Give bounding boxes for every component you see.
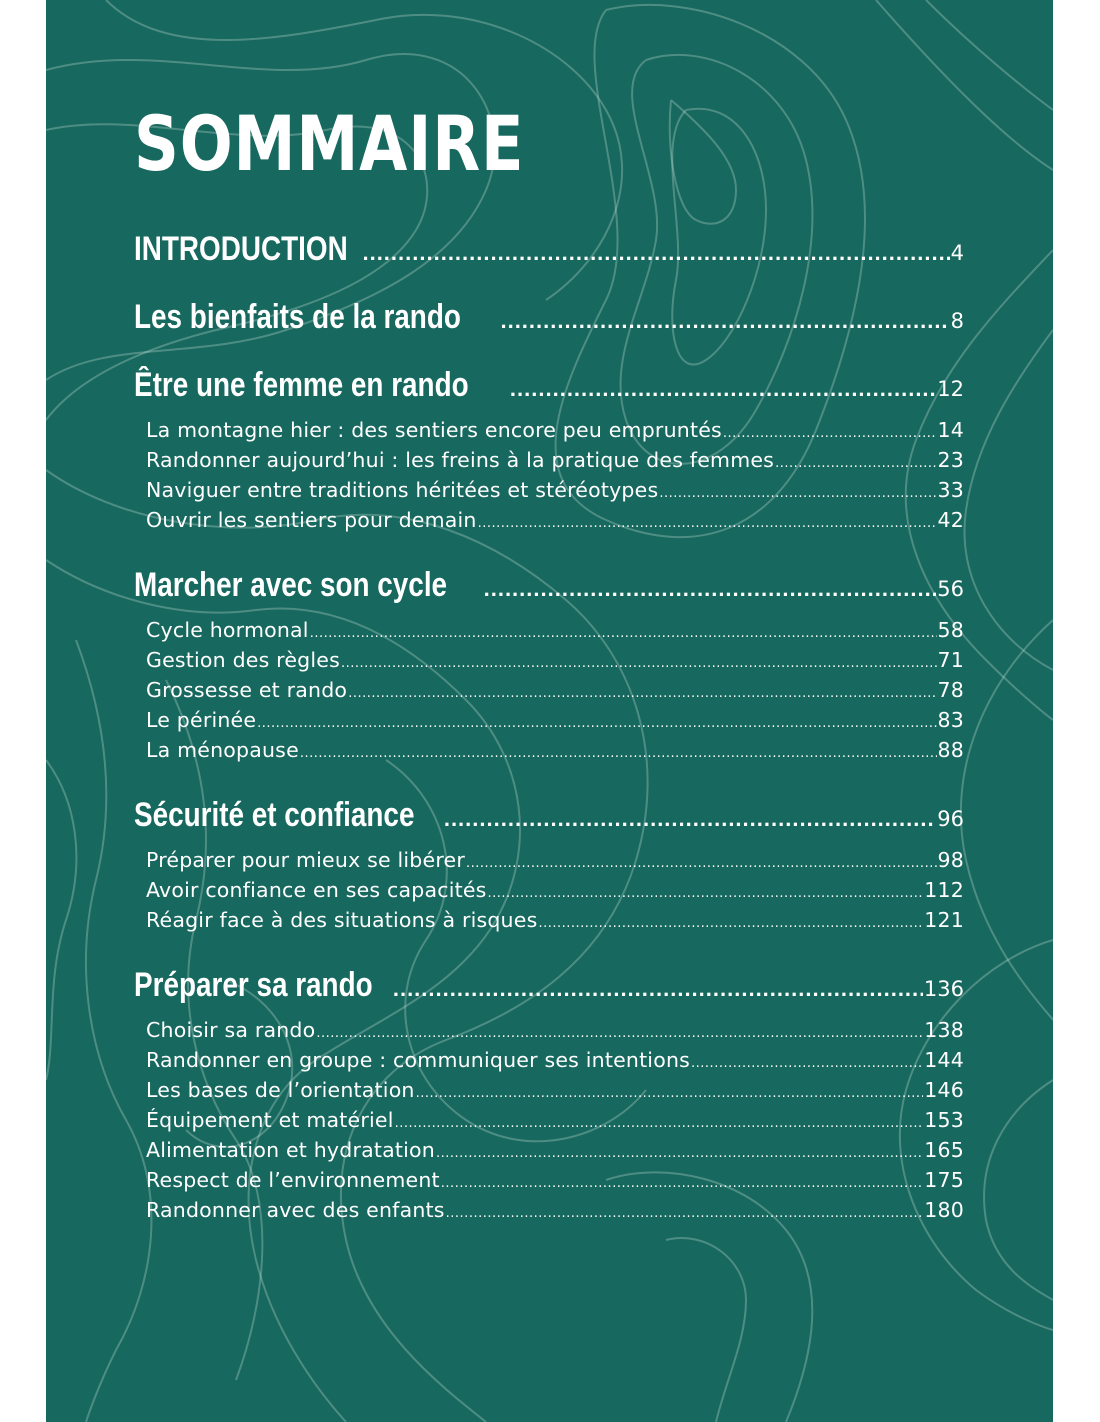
dot-leader [775,456,936,471]
toc-subsection-entry[interactable] [146,1048,964,1078]
chapter-title: Les bienfaits de la rando [134,298,461,336]
chapter-title: Sécurité et confiance [134,796,415,834]
subsection-page-number: 88 [937,738,964,762]
subsection-title: Choisir sa rando [146,1018,316,1042]
subsection-title: Le périnée [146,708,257,732]
dot-leader [659,486,936,501]
subsection-title: Préparer pour mieux se libérer [146,848,465,872]
toc-section [134,796,964,938]
subsection-page-number: 14 [937,418,964,442]
toc-subsection-entry[interactable] [146,448,964,478]
toc-subsection-entry[interactable] [146,678,964,708]
toc-chapter-entry[interactable] [134,230,964,276]
toc-chapter-entry[interactable] [134,366,964,412]
dot-leader [416,1086,924,1101]
toc-subsection-entry[interactable] [146,618,964,648]
dot-leader [341,656,937,671]
toc-chapter-entry[interactable] [134,966,964,1012]
dot-leader [484,576,937,602]
subsection-title: Réagir face à des situations à risques [146,908,538,932]
subsection-page-number: 165 [924,1138,964,1162]
dot-leader [300,746,937,761]
dot-leader [310,626,937,641]
subsection-title: Randonner aujourd’hui : les freins à la pratique des femmes [146,448,775,472]
subsection-title: Randonner en groupe : communiquer ses intentions [146,1048,691,1072]
subsection-list [146,1018,964,1228]
chapter-title: Marcher avec son cycle [134,566,448,604]
toc-chapter-entry[interactable] [134,298,964,344]
dot-leader [446,1206,924,1221]
toc-subsection-entry[interactable] [146,508,964,538]
subsection-page-number: 33 [937,478,964,502]
toc-subsection-entry[interactable] [146,908,964,938]
dot-leader [466,856,937,871]
subsection-page-number: 146 [924,1078,964,1102]
chapter-page-number: 96 [937,807,964,831]
subsection-title: Naviguer entre traditions héritées et stéréotypes [146,478,659,502]
dot-leader [362,240,949,266]
subsection-title: Les bases de l’orientation [146,1078,415,1102]
chapter-page-number: 56 [937,577,964,601]
subsection-list [146,618,964,768]
dot-leader [488,886,924,901]
toc-subsection-entry[interactable] [146,738,964,768]
toc-subsection-entry[interactable] [146,1078,964,1108]
chapter-title: Être une femme en rando [134,366,469,404]
dot-leader [723,426,937,441]
dot-leader [691,1056,923,1071]
subsection-page-number: 23 [937,448,964,472]
subsection-title: Randonner avec des enfants [146,1198,445,1222]
toc-subsection-entry[interactable] [146,848,964,878]
subsection-page-number: 112 [924,878,964,902]
chapter-page-number: 4 [950,241,964,265]
toc-subsection-entry[interactable] [146,1198,964,1228]
chapter-page-number: 136 [923,977,964,1001]
chapter-title: Préparer sa rando [134,966,373,1004]
subsection-page-number: 98 [937,848,964,872]
subsection-title: Ouvrir les sentiers pour demain [146,508,477,532]
subsection-page-number: 175 [924,1168,964,1192]
subsection-page-number: 144 [924,1048,964,1072]
subsection-title: Alimentation et hydratation [146,1138,435,1162]
subsection-title: La montagne hier : des sentiers encore peu empruntés [146,418,722,442]
subsection-page-number: 138 [924,1018,964,1042]
subsection-page-number: 83 [937,708,964,732]
subsection-page-number: 78 [937,678,964,702]
chapter-page-number: 12 [937,377,964,401]
subsection-page-number: 42 [937,508,964,532]
toc-chapter-entry[interactable] [134,796,964,842]
toc-subsection-entry[interactable] [146,478,964,508]
toc-section [134,298,964,344]
toc-subsection-entry[interactable] [146,418,964,448]
subsection-title: Grossesse et rando [146,678,348,702]
toc-section [134,966,964,1228]
dot-leader [478,516,937,531]
toc-chapter-entry[interactable] [134,566,964,612]
toc-page [46,0,1053,1422]
dot-leader [257,716,936,731]
subsection-title: Cycle hormonal [146,618,309,642]
subsection-title: Équipement et matériel [146,1108,394,1132]
dot-leader [500,308,949,334]
toc-subsection-entry[interactable] [146,708,964,738]
dot-leader [441,1176,923,1191]
subsection-list [146,848,964,938]
subsection-title: La ménopause [146,738,299,762]
toc-subsection-entry[interactable] [146,1018,964,1048]
toc-subsection-entry[interactable] [146,1108,964,1138]
dot-leader [510,376,936,402]
dot-leader [444,806,936,832]
dot-leader [393,976,923,1002]
subsection-page-number: 121 [924,908,964,932]
chapter-title: INTRODUCTION [134,230,348,268]
dot-leader [538,916,923,931]
page-title: SOMMAIRE [134,99,525,188]
toc-subsection-entry[interactable] [146,1138,964,1168]
toc-section [134,566,964,768]
subsection-title: Gestion des règles [146,648,340,672]
toc-subsection-entry[interactable] [146,648,964,678]
toc-section [134,366,964,538]
chapter-page-number: 8 [950,309,964,333]
dot-leader [436,1146,923,1161]
toc-subsection-entry[interactable] [146,878,964,908]
subsection-title: Respect de l’environnement [146,1168,440,1192]
subsection-title: Avoir confiance en ses capacités [146,878,487,902]
subsection-page-number: 58 [937,618,964,642]
dot-leader [395,1116,924,1131]
subsection-list [146,418,964,538]
dot-leader [316,1026,923,1041]
subsection-page-number: 71 [937,648,964,672]
subsection-page-number: 153 [924,1108,964,1132]
dot-leader [348,686,936,701]
subsection-page-number: 180 [924,1198,964,1222]
toc-subsection-entry[interactable] [146,1168,964,1198]
toc-section [134,230,964,276]
